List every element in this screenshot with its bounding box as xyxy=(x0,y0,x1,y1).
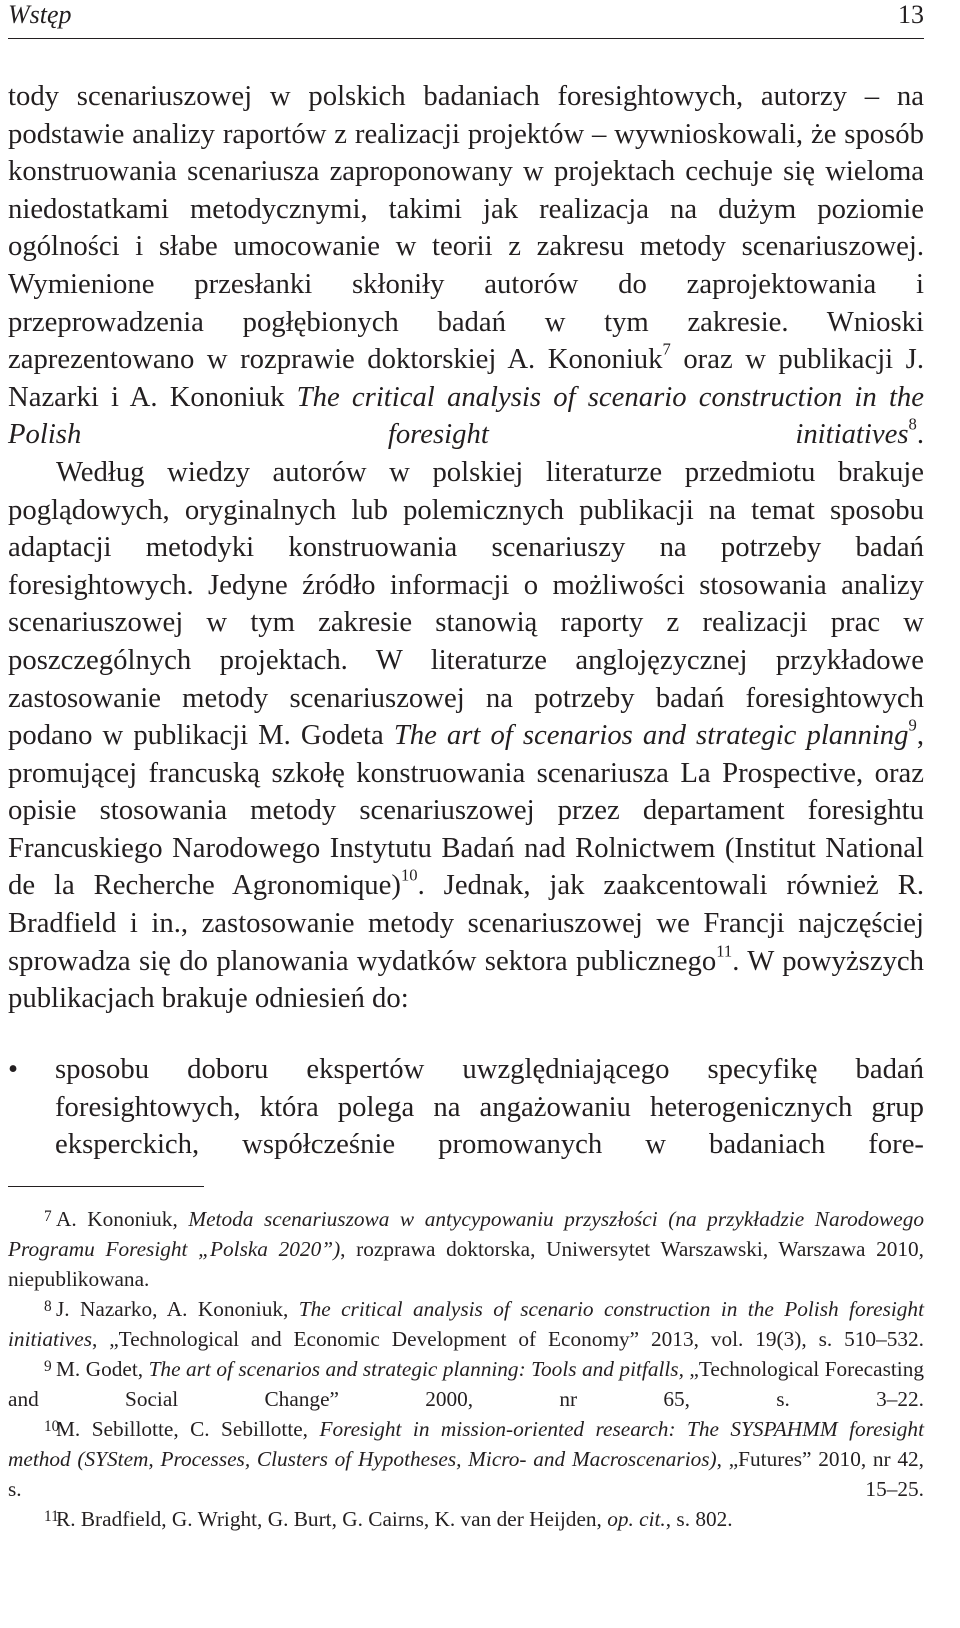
body-text xyxy=(8,78,924,1018)
page-number: 13 xyxy=(898,0,924,29)
italic-title: The art of scenarios and strategic planning xyxy=(393,719,909,752)
footnote-9: 9 M. Godet, The art of scenarios and strategic planning: Tools and pitfalls, „Technological Forecasting and Social Change” 2000, nr 65, s. 3–22. xyxy=(8,1357,924,1411)
footnote-11: 11R. Bradfield, G. Wright, G. Burt, G. Cairns, K. van der Heijden, op. cit., s. 802. xyxy=(44,1507,733,1531)
footnote-7: 7 A. Kononiuk, Metoda scenariuszowa w antycypowaniu przyszłości (na przykładzie Narodowego Programu Foresight „Polska 2020”), rozprawa doktorska, Uniwersytet Warszawski, Warszawa 2010, niepublikowana. xyxy=(8,1207,924,1291)
running-header xyxy=(8,0,924,36)
bullet-item xyxy=(8,1051,924,1164)
paragraph-2: Według wiedzy autorów w polskiej literaturze przedmiotu brakuje poglądowych, oryginalnych lub polemicznych publikacji na temat sposobu adaptacji metodyki konstruowania scenariuszy na potrzeby badań foresightowych. Jedyne źródło informacji o możliwości stosowania analizy scenariuszowej w tym zakresie stanowią raporty z realizacji prac w poszczególnych projektach. W literaturze anglojęzycznej przykładowe zastosowanie metody scenariuszowej na potrzeby badań foresightowych podano w publikacji M. Godeta The art of scenarios and strategic planning$^9$, promującej francuską szkołę konstruowania scenariusza La Prospective, oraz opisie stosowania metody scenariuszowej przez departament foresightu Francuskiego Narodowego Instytutu Badań nad Rolnictwem (Institut National de la Recherche Agronomique)$^{10}$. Jednak, jak zaakcentowali również R. Bradfield i in., zastosowanie metody scenariuszowej we Francji najczęściej sprowadza się do planowania wydatków sektora publicznego$^{11}$. W powyższych publikacjach brakuje odniesień do: xyxy=(8,455,925,1015)
footnotes xyxy=(8,1204,924,1534)
footnote-ref-10[interactable]: 10 xyxy=(400,866,418,886)
footnote-8: 8 J. Nazarko, A. Kononiuk, The critical analysis of scenario construction in the Polish foresight initiatives, „Technological and Economic Development of Economy” 2013, vol. 19(3), s. 510–532. xyxy=(8,1297,924,1351)
footnote-10: 10M. Sebillotte, C. Sebillotte, Foresight in mission-oriented research: The SYSPAHMM foresight method (SYStem, Processes, Clusters of Hypotheses, Micro- and Macroscenarios), „Futures” 2010, nr 42, s. 15–25. xyxy=(8,1417,924,1501)
italic-title: The critical analysis of scenario construction in the Polish foresight initiatives xyxy=(8,380,924,451)
footnote-ref-9[interactable]: 9 xyxy=(908,715,917,735)
footnote-ref-7[interactable]: 7 xyxy=(662,339,671,359)
chapter-title: Wstęp xyxy=(8,0,72,29)
footnote-rule xyxy=(8,1186,204,1187)
header-rule xyxy=(8,38,924,39)
bullet-symbol: • xyxy=(8,1053,19,1085)
footnote-ref-11[interactable]: 11 xyxy=(716,941,733,961)
bullet-text: sposobu doboru ekspertów uwzględniającego specyfikę badań foresightowych, która polega na angażowaniu heterogenicznych grup eksperckich, współcześnie promowanych w badaniach fore- xyxy=(55,1053,924,1161)
footnote-ref-8[interactable]: 8 xyxy=(908,415,917,435)
paragraph-1: tody scenariuszowej w polskich badaniach foresightowych, autorzy – na podstawie analizy raportów z realizacji projektów – wywnioskowali, że sposób konstruowania scenariusza zaproponowany w projektach cechuje się wieloma niedostatkami metodycznymi, takimi jak realizacja na dużym poziomie ogólności i słabe umocowanie w teorii z zakresu metody scenariuszowej. Wymienione przesłanki skłoniły autorów do zaprojektowania i przeprowadzenia pogłębionych badań w tym zakresie. Wnioski zaprezentowano w rozprawie doktorskiej A. Kononiuk$^7$ oraz w publikacji J. Nazarki i A. Kononiuk The critical analysis of scenario construction in the Polish foresight initiatives$^8$. xyxy=(8,80,925,451)
